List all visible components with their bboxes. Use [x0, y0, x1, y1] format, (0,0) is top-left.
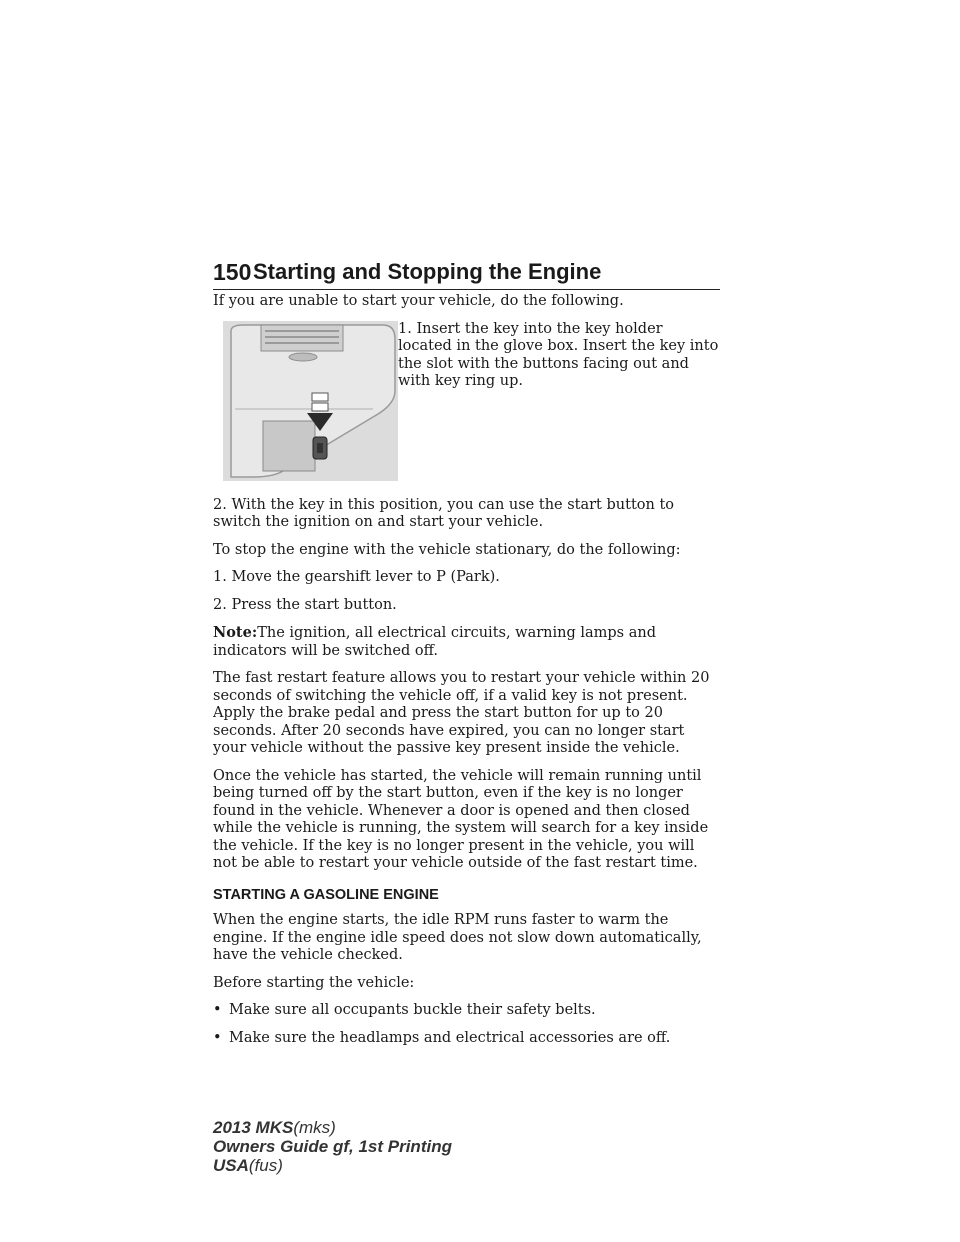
note-text: The ignition, all electrical circuits, warning lamps and indicators will be switched off.	[213, 625, 657, 659]
page-header	[213, 258, 720, 290]
footer-market: USA	[213, 1156, 249, 1175]
key-holder-drawing	[223, 321, 398, 481]
page-body	[213, 293, 720, 1057]
intro-paragraph: If you are unable to start your vehicle, do the following.	[213, 293, 624, 309]
glove-box-key-holder-illustration	[223, 321, 398, 481]
step-1-text: 1. Insert the key into the key holder located in the glove box. Insert the key into the slot with the buttons facing out and with key ring up.	[398, 320, 719, 389]
stop-step-1-text: 1. Move the gearshift lever to P (Park).	[213, 569, 500, 585]
footer-model: 2013 MKS	[213, 1118, 294, 1137]
stop-intro-text: To stop the engine with the vehicle stationary, do the following:	[213, 541, 681, 558]
note-label: Note:	[213, 624, 258, 641]
bullet-dot-icon: •	[213, 1002, 222, 1018]
footer-line-2	[213, 1137, 452, 1156]
bullet-item	[213, 1030, 720, 1048]
bullet-text: Make sure all occupants buckle their safety belts.	[229, 1002, 596, 1018]
page-title: Starting and Stopping the Engine	[253, 259, 602, 284]
fast-restart-paragraph: The fast restart feature allows you to restart your vehicle within 20 seconds of switching the vehicle off, if a valid key is not present. Apply the brake pedal and press the start button for up to 20 seconds. After 20 seconds have expired, you can no longer start your vehicle without the passive key present inside the vehicle.	[213, 670, 710, 756]
footer-market-code: (fus)	[248, 1156, 283, 1175]
page-footer	[213, 1118, 452, 1175]
footer-line-1	[213, 1118, 452, 1137]
bullet-dot-icon: •	[213, 1029, 222, 1046]
note-paragraph	[213, 624, 720, 660]
footer-model-code: (mks)	[293, 1118, 336, 1137]
section-paragraph-2: Before starting the vehicle:	[213, 974, 415, 991]
figure-row	[213, 321, 720, 483]
page-number: 150	[213, 259, 252, 285]
footer-line-3	[213, 1156, 452, 1175]
stop-step-2-text: 2. Press the start button.	[213, 596, 397, 613]
step-2-text: 2. With the key in this position, you can use the start button to switch the ignition on and start your vehicle.	[213, 496, 675, 530]
section-paragraph-1: When the engine starts, the idle RPM runs faster to warm the engine. If the engine idle speed does not slow down automatically, have the vehicle checked.	[213, 912, 702, 963]
bullet-item	[213, 1002, 720, 1020]
footer-guide: Owners Guide gf, 1st Printing	[213, 1137, 452, 1156]
running-paragraph: Once the vehicle has started, the vehicle will remain running until being turned off by the start button, even if the key is no longer found in the vehicle. Whenever a door is opened and then closed while the vehicle is running, the system will search for a key inside the vehicle. If the key is no longer present in the vehicle, you will not be able to restart your vehicle outside of the fast restart time.	[213, 767, 709, 871]
bullet-text: Make sure the headlamps and electrical accessories are off.	[229, 1029, 671, 1046]
section-heading: STARTING A GASOLINE ENGINE	[213, 886, 439, 903]
header-rule	[213, 289, 720, 290]
